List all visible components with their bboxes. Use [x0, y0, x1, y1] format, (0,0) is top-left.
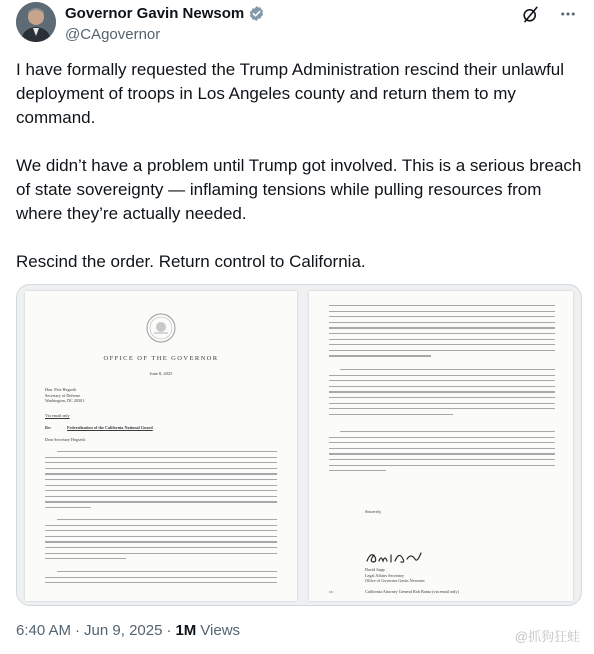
body-text-lines: [329, 369, 555, 419]
body-text-lines: [45, 519, 277, 564]
signer-line: Legal Affairs Secretary: [365, 572, 404, 578]
grok-icon[interactable]: [520, 4, 540, 24]
body-text-lines: [329, 305, 555, 361]
re-label: Re:: [45, 425, 52, 430]
post-date[interactable]: Jun 9, 2025: [84, 622, 163, 639]
views-label: Views: [200, 622, 241, 639]
post-paragraph: I have formally requested the Trump Administration rescind their unlawful deployment of troops in Los Angeles county and return them to my command.: [16, 60, 565, 127]
meta-separator: ·: [75, 622, 81, 639]
letter-closing: Sincerely,: [365, 509, 382, 514]
body-text-lines: [45, 451, 277, 513]
body-text-lines: [45, 571, 277, 588]
salutation: Dear Secretary Hegseth:: [45, 437, 86, 442]
post-text: [16, 58, 582, 298]
via-email-note: Via email only: [45, 413, 70, 418]
post-meta: [16, 622, 240, 639]
recipient-line: Secretary of Defense: [45, 392, 81, 398]
recipient-line: Hon. Pete Hegseth: [45, 387, 77, 392]
signer-block: [365, 567, 424, 584]
watermark: [515, 626, 580, 645]
author-name[interactable]: Governor Gavin Newsom: [65, 5, 245, 22]
body-text-lines: [329, 431, 555, 476]
re-subject: Federalization of the California National Guard: [67, 425, 153, 430]
post-header: [16, 2, 578, 46]
letterhead-office: OFFICE OF THE GOVERNOR: [103, 355, 219, 362]
recipient-block: [45, 387, 84, 404]
letter-page-2: [309, 291, 573, 601]
verified-badge-icon: [248, 5, 265, 22]
post-paragraph: Rescind the order. Return control to California.: [16, 252, 366, 271]
avatar-photo: [16, 2, 56, 42]
meta-separator: ·: [166, 622, 172, 639]
signature-image: [365, 549, 423, 565]
avatar[interactable]: [16, 2, 56, 42]
state-seal-icon: [146, 313, 176, 343]
cc-label: cc:: [329, 589, 334, 594]
post-paragraph: We didn’t have a problem until Trump got involved. This is a serious breach of state sovereignty — inflaming tensions while pulling resources from where they’re actually needed.: [16, 156, 582, 223]
signer-line: David Sapp: [365, 567, 385, 572]
watermark-text: @抓狗狂蛙: [514, 629, 580, 644]
post-time[interactable]: 6:40 AM: [16, 622, 72, 639]
author-handle[interactable]: @CAgovernor: [65, 26, 161, 43]
more-icon[interactable]: [558, 4, 578, 24]
letter-date: June 8, 2025: [149, 371, 173, 376]
signer-line: Office of Governor Gavin Newsom: [365, 578, 425, 584]
views-count: 1M: [175, 622, 197, 639]
letter-image[interactable]: [16, 284, 582, 606]
letter-page-1: [25, 291, 297, 601]
cc-text: California Attorney General Rob Bonta (via email only): [365, 589, 459, 594]
recipient-line: Washington, DC 20301: [45, 398, 85, 404]
